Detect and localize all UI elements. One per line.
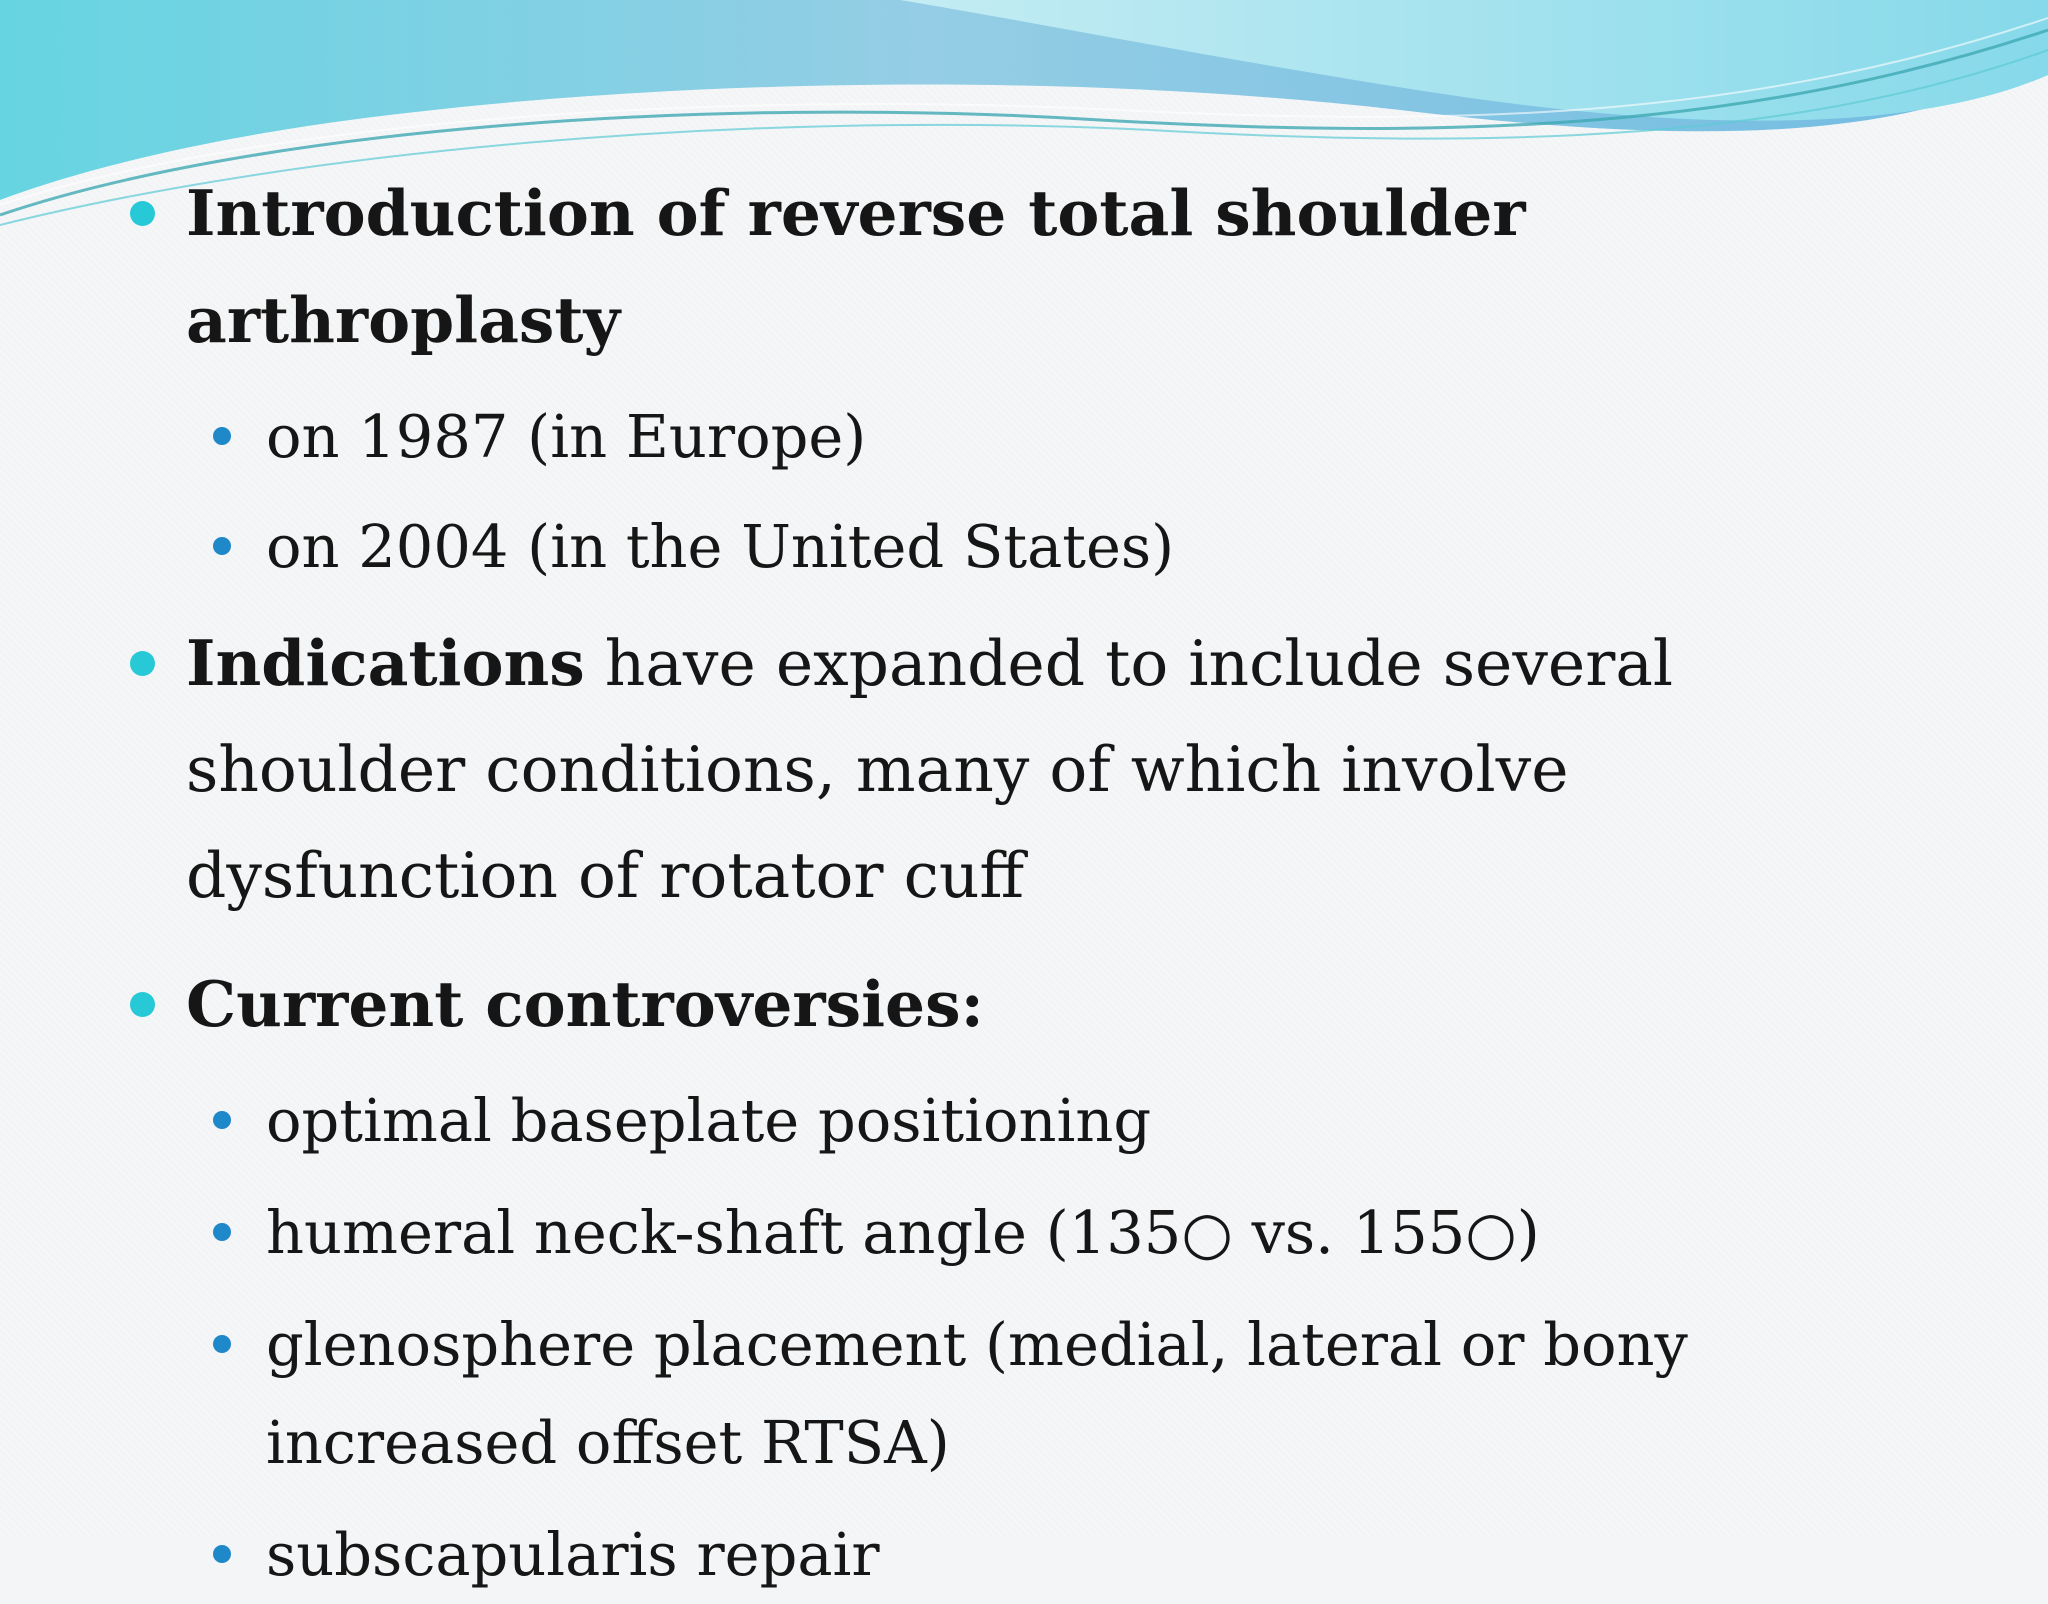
bullet-current-controversies [130, 951, 1930, 1058]
subbullet-1987 [213, 388, 1930, 486]
subbullet-neck-shaft-angle [213, 1184, 1930, 1282]
subbullet-text: humeral neck-shaft angle (135○ vs. 155○) [266, 1198, 1540, 1267]
subbullet-text: on 1987 (in Europe) [266, 402, 867, 471]
subbullet-text: on 2004 (in the United States) [266, 512, 1175, 581]
bullet-dot-icon [130, 201, 155, 226]
bullet-introduction [130, 160, 1930, 374]
subbullet-glenosphere [213, 1296, 1930, 1492]
subbullet-subscapularis [213, 1506, 1930, 1604]
subbullet-dot-icon [213, 537, 231, 555]
bullet-bold-text: Introduction of reverse total shoulder arthroplasty [186, 176, 1526, 357]
bullet-dot-icon [130, 651, 155, 676]
bullet-dot-icon [130, 992, 155, 1017]
bullet-indications [130, 610, 1930, 929]
subbullet-baseplate [213, 1072, 1930, 1170]
subbullet-2004 [213, 498, 1930, 596]
subbullet-dot-icon [213, 1545, 231, 1563]
bullet-bold-text: Current controversies: [186, 967, 984, 1041]
subbullet-dot-icon [213, 1335, 231, 1353]
subbullet-dot-icon [213, 1111, 231, 1129]
bullet-text: have expanded to include several shoulder conditions, many of which involve dysfunction of rotator cuff [186, 627, 1674, 912]
subbullet-text: subscapularis repair [266, 1520, 880, 1589]
subbullet-dot-icon [213, 1223, 231, 1241]
subbullet-dot-icon [213, 427, 231, 445]
subbullet-text: optimal baseplate positioning [266, 1086, 1152, 1155]
bullet-list [130, 160, 1930, 1604]
bullet-bold-text: Indications [186, 626, 585, 700]
subbullet-text: glenosphere placement (medial, lateral or bony increased offset RTSA) [266, 1310, 1688, 1477]
